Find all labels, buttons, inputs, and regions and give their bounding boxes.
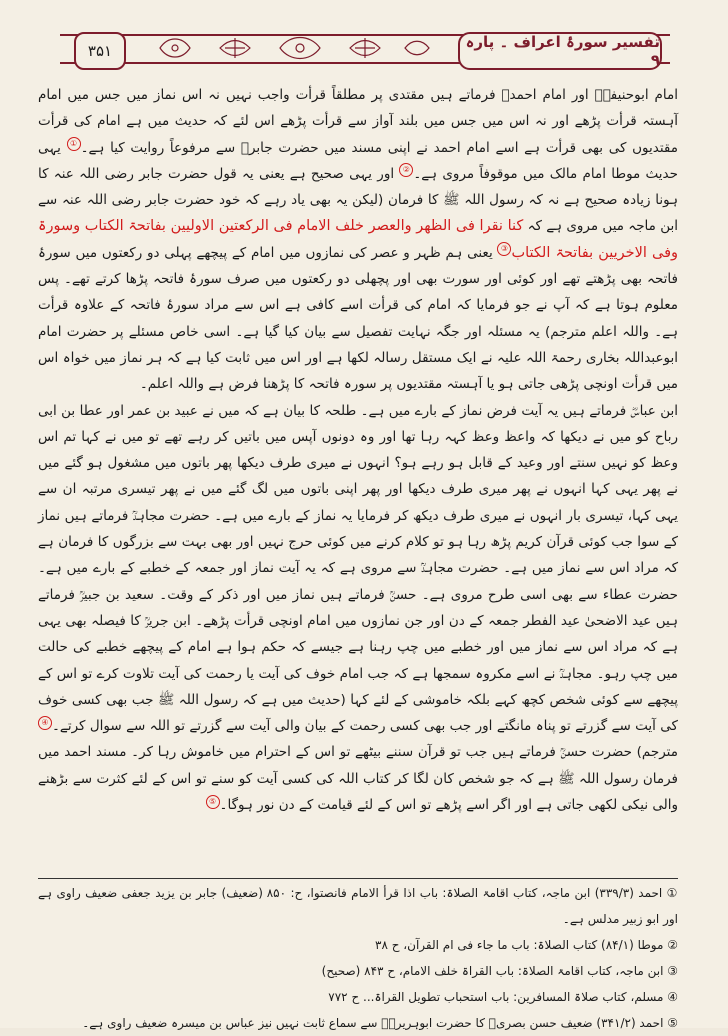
paragraph-1 [38,82,678,398]
text-run: مترجم) حضرت حسنؒ فرماتے ہیں جب تو قرآن سننے بیٹھے تو اس کے احترام میں خاموش رہا کر۔ مسند احمد میں فرمان رسول اللہ ﷺ ہے کہ جو شخص کان لگا کر کتاب اللہ کی کسی آیت کو سنے تو اس کے لئے کثرت سے بڑھنے والی نیکی لکھی جاتی ہے اور اگر اسے پڑھے تو اس کے لئے قیامت کے دن نور ہوگا۔ [38,744,678,814]
footnote-marker[interactable]: ④ [38,716,52,730]
arabic-hadith-quote: کنا نقرا فی الظھر والعصر خلف الامام فی الرکعتین الاولیین بفاتحۃ الکتاب وسورۃ وفی الاخریین بفاتحۃ الکتاب [38,218,679,261]
text-run: ابن عباسؓ فرماتے ہیں یہ آیت فرض نماز کے بارے میں ہے۔ طلحہ کا بیان ہے کہ میں نے عبید بن عمر اور عطا بن ابی رباح کو میں نے دیکھا کہ واعظ وعظ کہہ رہا تھا اور وہ دونوں آپس میں باتیں کر رہے تھے تو میں نے کہا تم اس وعظ کو نہیں سنتے اور وعید کے قابل ہو رہے ہو؟ انہوں نے میری طرف دیکھا پھر باتوں میں مشغول ہو گئے میں نے پھر یہی کہا انہوں نے پھر میری طرف دیکھا اور پھر اپنی باتوں میں لگ گئے میں نے پھر تیسری مرتبہ ان سے یہی کہا، تیسری بار انہوں نے میری طرف دیکھ کر فرمایا یہ نماز کے بارے میں ہے۔ حضرت مجاہدؒ فرماتے ہیں نماز کے سوا جب کوئی قرآن کریم پڑھ رہا ہو تو کلام کرنے میں کوئی حرج نہیں اور بھی بہت سے بزرگوں کا فرمان ہے کہ مراد اس سے نماز میں ہے۔ حضرت مجاہدؒ سے مروی ہے کہ یہ آیت نماز اور جمعہ کے خطبے کے بارے میں ہے۔ حضرت عطاء سے بھی اسی طرح مروی ہے۔ حسنؒ فرماتے ہیں نماز میں اور ذکر کے وقت۔ سعید بن جبیرؒ فرماتے ہیں عید الاضحیٰ عید الفطر جمعہ کے دن اور جن نمازوں میں امام اونچی قرأت پڑھے۔ ابن جریرؒ کا فیصلہ بھی یہی ہے کہ مراد اس سے نماز میں اور خطبے میں چپ رہنا ہے جیسے کہ حکم ہوا ہے امام کے پیچھے خطبے کی حالت میں چپ رہو۔ مجاہدؒ نے اسے مکروہ سمجھا ہے کہ جب امام خوف کی آیت یا رحمت کی آیت تلاوت کرے تو اس کے پیچھے سے کوئی شخص کچھ کہے بلکہ خاموشی کے لئے کہا (حدیث میں ہے کہ رسول اللہ ﷺ جب بھی کسی خوف کی آیت سے گزرتے تو پناہ مانگتے اور جب بھی کسی رحمت کے بیان والی آیت سے گزرتے تو اللہ سے سوال کرتے۔ [38,402,678,735]
page-header [60,30,670,69]
running-title: تفسیر سورۂ اعراف ۔ پارہ ۹ [458,32,662,70]
floral-ornament-icon [140,34,440,62]
footnote-marker[interactable]: ② [399,163,413,177]
footnote-1: ① احمد (۳۳۹/۳) ابن ماجہ، کتاب اقامۃ الصلاۃ: باب اذا قرأ الامام فانصتوا، ح: ۸۵۰ (ضعیف) جابر بن یزید جعفی ضعیف راوی ہے اور ابو زبیر مدلس ہے۔ [38,886,678,926]
footnote-4: ④ مسلم، کتاب صلاۃ المسافرین: باب استحباب تطویل القراۃ... ح ۷۷۲ [328,990,678,1004]
text-run: یہی حدیث موطا امام مالک میں موقوفاً مروی ہے۔ [38,139,678,182]
footnote-divider [38,878,678,879]
footnote-5: ⑤ احمد (۳۴۱/۲) ضعیف حسن بصریؒ کا حضرت ابوہریرہؓ سے سماع ثابت نہیں نیز عباس بن میسرہ ضعیف راوی ہے۔ [82,1016,678,1030]
main-text [38,82,678,818]
footnote-2: ② موطا (۸۴/۱) کتاب الصلاۃ: باب ما جاء فی ام القرآن، ح ۳۸ [375,938,678,952]
footnote-marker[interactable]: ③ [497,242,511,256]
paragraph-2 [38,398,678,819]
footnote-marker[interactable]: ① [67,137,81,151]
text-run: امام ابوحنیفہؒ اور امام احمدؒ فرماتے ہیں مقتدی پر مطلقاً قرأت واجب نہیں نہ اس نماز میں جس میں امام آہستہ قرأت پڑھے اور نہ اس میں جس میں بلند آواز سے قرأت پڑھے اس لئے کہ حدیث میں ہے امام کی قرأت مقتدیوں کی بھی قرأت ہے اسے امام احمد نے اپنی مسند میں حضرت جابرؓ سے مرفوعاً روایت کیا ہے۔ [38,87,678,156]
text-run: اور یہی صحیح ہے یعنی یہ قول حضرت جابر رضی اللہ عنہ کا ہونا زیادہ صحیح ہے نہ کہ رسول اللہ ﷺ کا فرمان (لیکن یہ بھی یاد رہے کہ خود حضرت جابر رضی اللہ عنہ سے ابن ماجہ میں مروی ہے کہ [38,165,678,235]
footnote-3: ③ ابن ماجہ، کتاب اقامۃ الصلاۃ: باب القراۃ خلف الامام، ح ۸۴۳ (صحیح) [321,964,678,978]
text-run: یعنی ہم ظہر و عصر کی نمازوں میں امام کے پیچھے پہلی دو رکعتوں میں سورۂ فاتحہ بھی پڑھتے تھے اور کوئی اور سورت بھی اور پچھلی دو رکعتوں میں صرف سورۂ فاتحہ پڑھا کرتے تھے۔ پس معلوم ہوتا ہے کہ آپ نے جو فرمایا کہ امام کی قرأت اسے کافی ہے اس سے مراد سورۂ فاتحہ کے علاوہ قرأت ہے۔ واللہ اعلم مترجم) یہ مسئلہ اور جگہ نہایت تفصیل سے بیان کیا گیا ہے۔ اسی خاص مسئلے پر حضرت امام ابوعبداللہ بخاری رحمۃ اللہ علیہ نے ایک مستقل رسالہ لکھا ہے اور اس میں ثابت کیا ہے کہ ہر نماز میں خواہ اس میں قرأت اونچی پڑھی جاتی ہو یا آہستہ مقتدیوں پر سورہ فاتحہ کا پڑھنا فرض ہے واللہ اعلم۔ [38,244,678,393]
page-number: ۳۵۱ [74,32,126,70]
footnotes-section [38,880,678,1036]
footnote-marker[interactable]: ⑤ [206,795,220,809]
